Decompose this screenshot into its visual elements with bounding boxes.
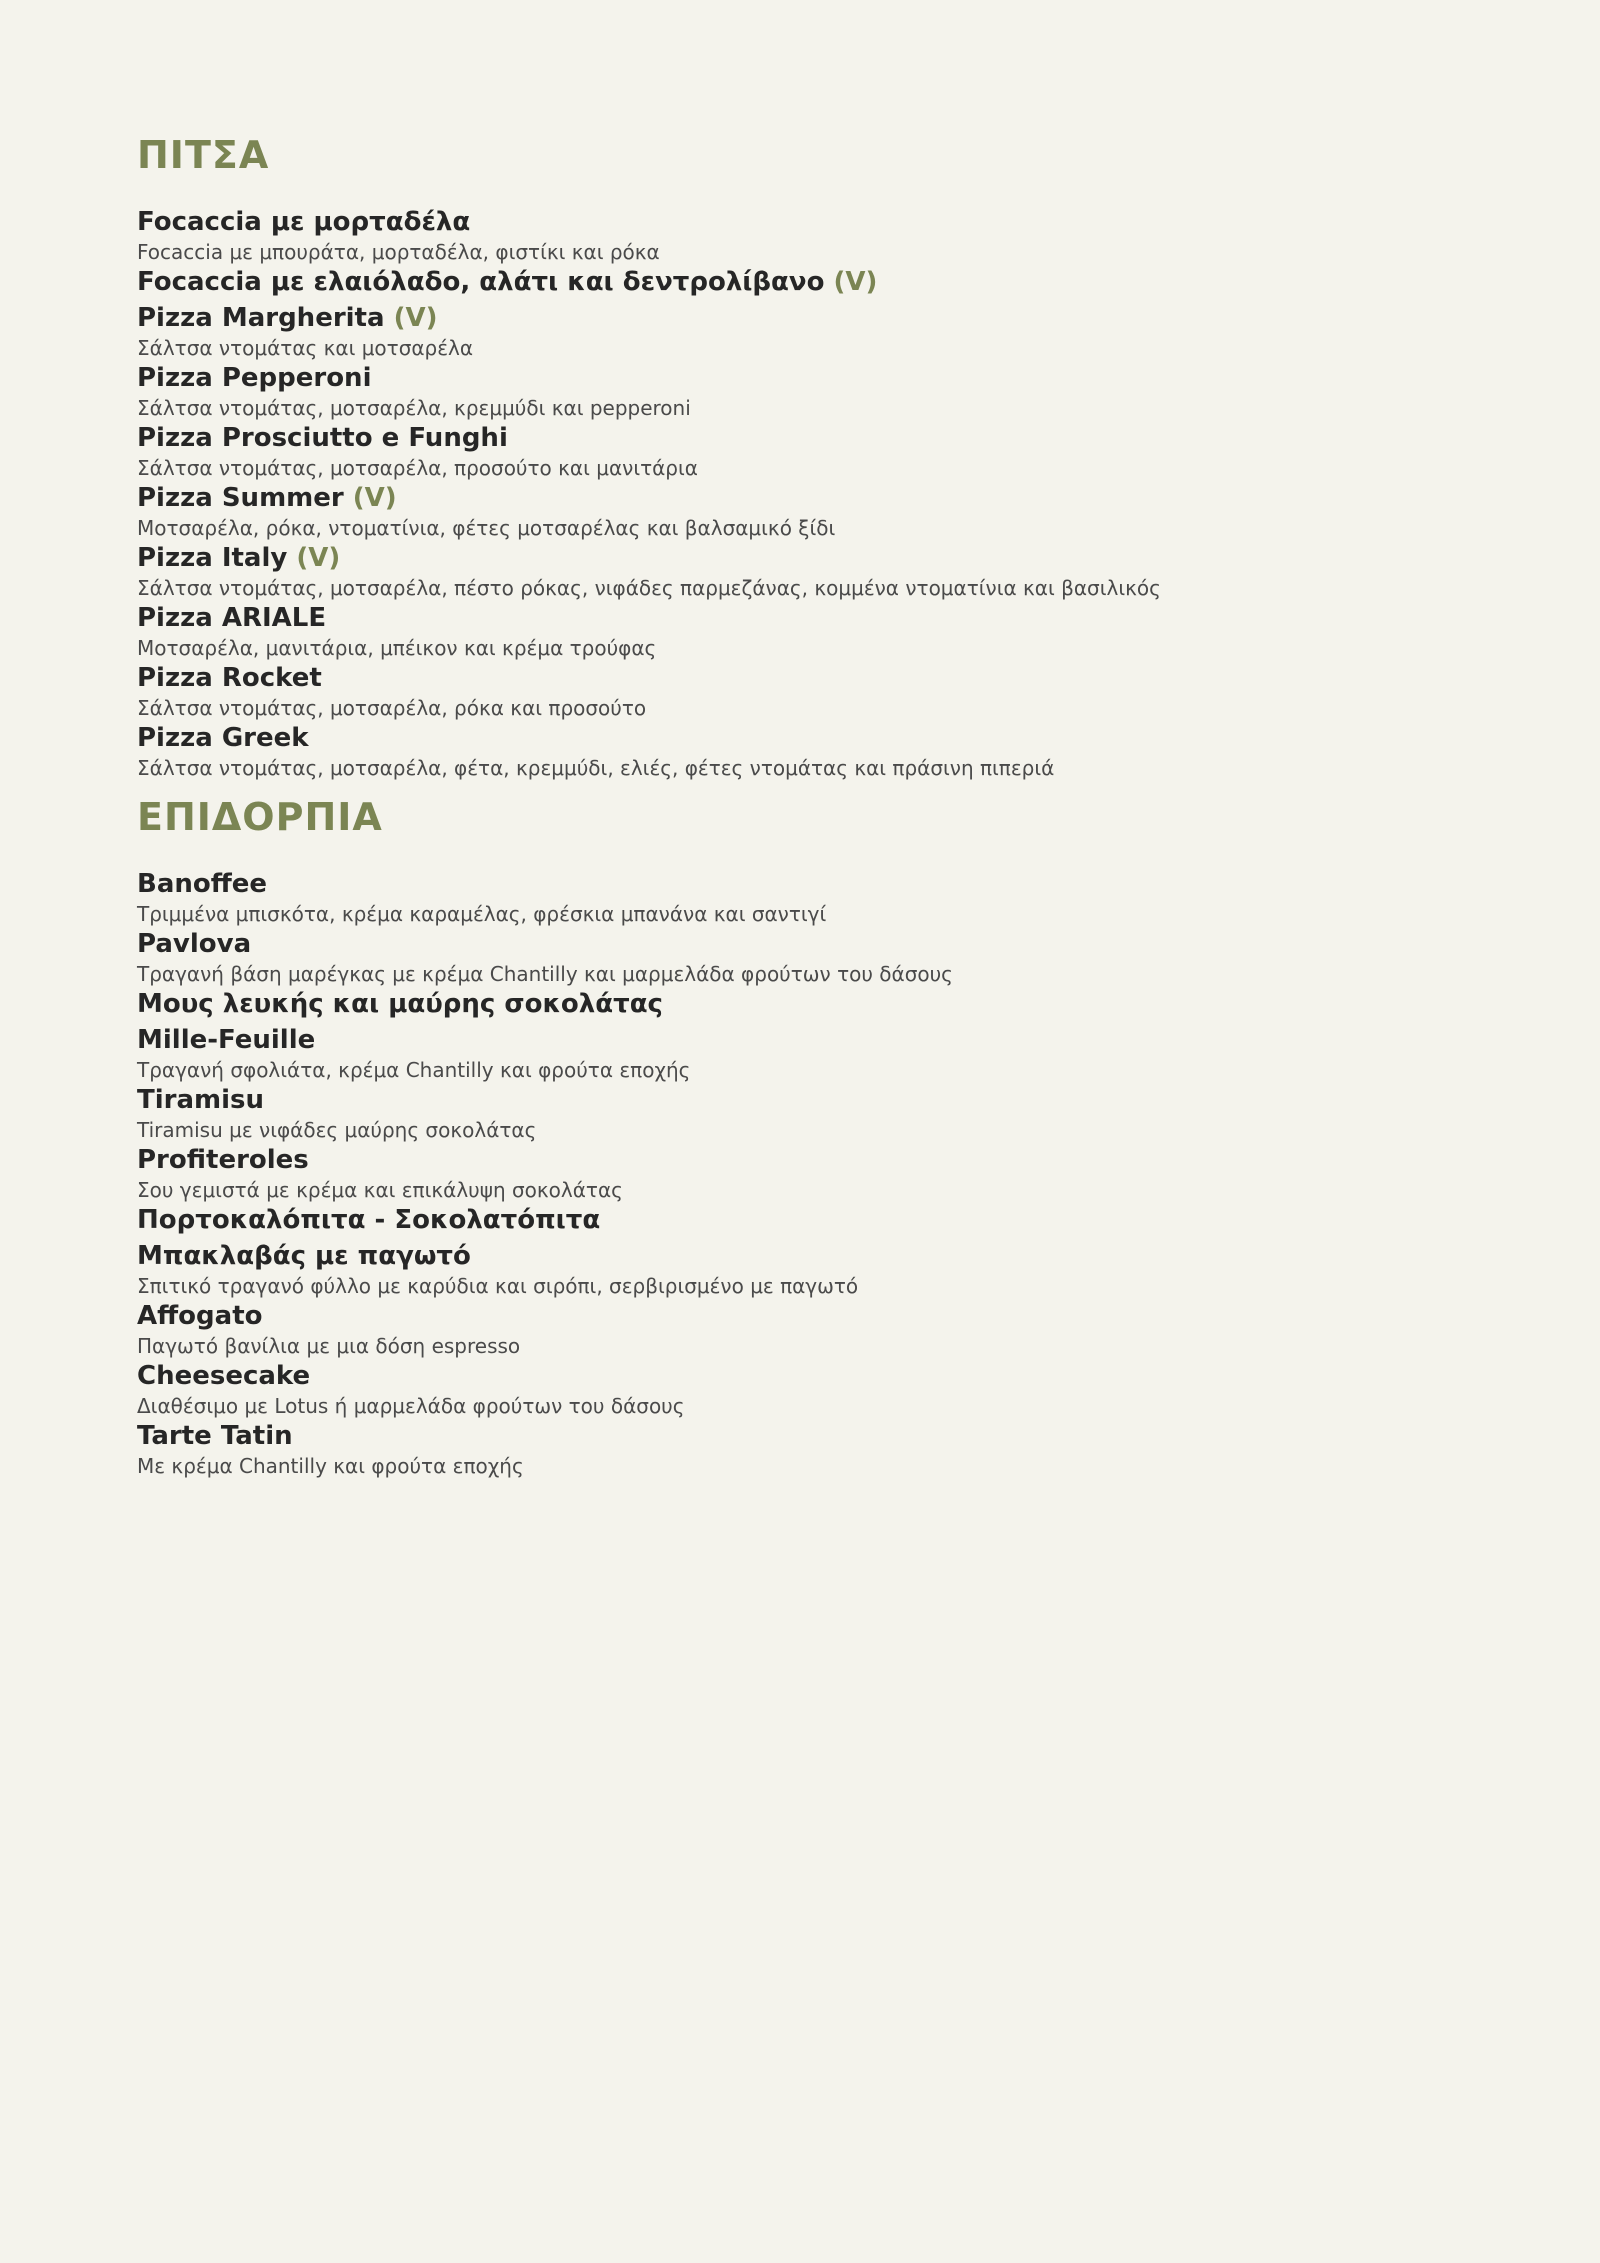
menu-item	[137, 1298, 1477, 1358]
item-name: Pizza Margherita (V)	[137, 303, 438, 333]
item-name: Tarte Tatin	[137, 1421, 293, 1451]
menu-item	[137, 264, 1477, 300]
item-name: Affogato	[137, 1301, 263, 1331]
item-name: Pizza Prosciutto e Funghi	[137, 423, 508, 453]
menu-item	[137, 1202, 1477, 1238]
item-name: Pizza ARIALE	[137, 603, 327, 633]
menu-item	[137, 986, 1477, 1022]
item-description: Σάλτσα ντομάτας, μοτσαρέλα, φέτα, κρεμμύδι, ελιές, φέτες ντομάτας και πράσινη πιπεριά	[137, 756, 1055, 780]
item-description: Tiramisu με νιφάδες μαύρης σοκολάτας	[137, 1118, 537, 1142]
item-description: Τραγανή σφολιάτα, κρέμα Chantilly και φρούτα εποχής	[137, 1058, 691, 1082]
item-description: Σπιτικό τραγανό φύλλο με καρύδια και σιρόπι, σερβιρισμένο με παγωτό	[137, 1274, 859, 1298]
item-name: Pizza Rocket	[137, 663, 322, 693]
item-name: Pizza Summer (V)	[137, 483, 397, 513]
item-name: Pizza Italy (V)	[137, 543, 341, 573]
menu-item	[137, 1418, 1477, 1478]
item-description: Τραγανή βάση μαρέγκας με κρέμα Chantilly και μαρμελάδα φρούτων του δάσους	[137, 962, 953, 986]
item-description: Σάλτσα ντομάτας, μοτσαρέλα, κρεμμύδι και pepperoni	[137, 396, 691, 420]
item-description: Focaccia με μπουράτα, μορταδέλα, φιστίκι και ρόκα	[137, 240, 660, 264]
item-name: Cheesecake	[137, 1361, 311, 1391]
item-description: Τριμμένα μπισκότα, κρέμα καραμέλας, φρέσκια μπανάνα και σαντιγί	[137, 902, 827, 926]
menu-item	[137, 420, 1477, 480]
menu-item	[137, 1142, 1477, 1202]
item-name: Pizza Pepperoni	[137, 363, 372, 393]
menu-item	[137, 1022, 1477, 1082]
item-description: Μοτσαρέλα, μανιτάρια, μπέικον και κρέμα τρούφας	[137, 636, 657, 660]
item-description: Μοτσαρέλα, ρόκα, ντοματίνια, φέτες μοτσαρέλας και βαλσαμικό ξίδι	[137, 516, 836, 540]
item-name: Focaccia με ελαιόλαδο, αλάτι και δεντρολίβανο (V)	[137, 267, 878, 297]
item-name: Μπακλαβάς με παγωτό	[137, 1241, 471, 1271]
vegetarian-badge: (V)	[352, 483, 397, 513]
menu-item	[137, 480, 1477, 540]
item-description: Σάλτσα ντομάτας, μοτσαρέλα, προσούτο και μανιτάρια	[137, 456, 698, 480]
menu-item	[137, 1082, 1477, 1142]
item-name: Pavlova	[137, 929, 252, 959]
item-name: Πορτοκαλόπιτα - Σοκολατόπιτα	[137, 1205, 601, 1235]
menu-item	[137, 660, 1477, 720]
item-name: Tiramisu	[137, 1085, 265, 1115]
item-name: Banoffee	[137, 869, 268, 899]
vegetarian-badge: (V)	[833, 267, 878, 297]
menu-page	[137, 128, 1477, 1478]
item-description: Διαθέσιμο με Lotus ή μαρμελάδα φρούτων του δάσους	[137, 1394, 685, 1418]
item-description: Σάλτσα ντομάτας, μοτσαρέλα, ρόκα και προσούτο	[137, 696, 647, 720]
menu-item	[137, 926, 1477, 986]
menu-item	[137, 720, 1477, 780]
item-name: Profiteroles	[137, 1145, 309, 1175]
menu-item	[137, 600, 1477, 660]
menu-item	[137, 540, 1477, 600]
vegetarian-badge: (V)	[393, 303, 438, 333]
item-description: Σάλτσα ντομάτας και μοτσαρέλα	[137, 336, 474, 360]
item-description: Με κρέμα Chantilly και φρούτα εποχής	[137, 1454, 524, 1478]
menu-item	[137, 1358, 1477, 1418]
section-title-pizza: ΠΙΤΣΑ	[137, 133, 270, 177]
menu-item	[137, 360, 1477, 420]
section-title-desserts: ΕΠΙΔΟΡΠΙΑ	[137, 795, 383, 839]
item-description: Σάλτσα ντομάτας, μοτσαρέλα, πέστο ρόκας, νιφάδες παρμεζάνας, κομμένα ντοματίνια και βασιλικός	[137, 576, 1161, 600]
item-name: Mille-Feuille	[137, 1025, 316, 1055]
menu-item	[137, 300, 1477, 360]
item-name: Pizza Greek	[137, 723, 309, 753]
menu-item	[137, 866, 1477, 926]
vegetarian-badge: (V)	[296, 543, 341, 573]
menu-item	[137, 1238, 1477, 1298]
menu-item	[137, 204, 1477, 264]
item-name: Μους λευκής και μαύρης σοκολάτας	[137, 989, 663, 1019]
item-name: Focaccia με μορταδέλα	[137, 207, 471, 237]
item-description: Παγωτό βανίλια με μια δόση espresso	[137, 1334, 521, 1358]
item-description: Σου γεμιστά με κρέμα και επικάλυψη σοκολάτας	[137, 1178, 623, 1202]
